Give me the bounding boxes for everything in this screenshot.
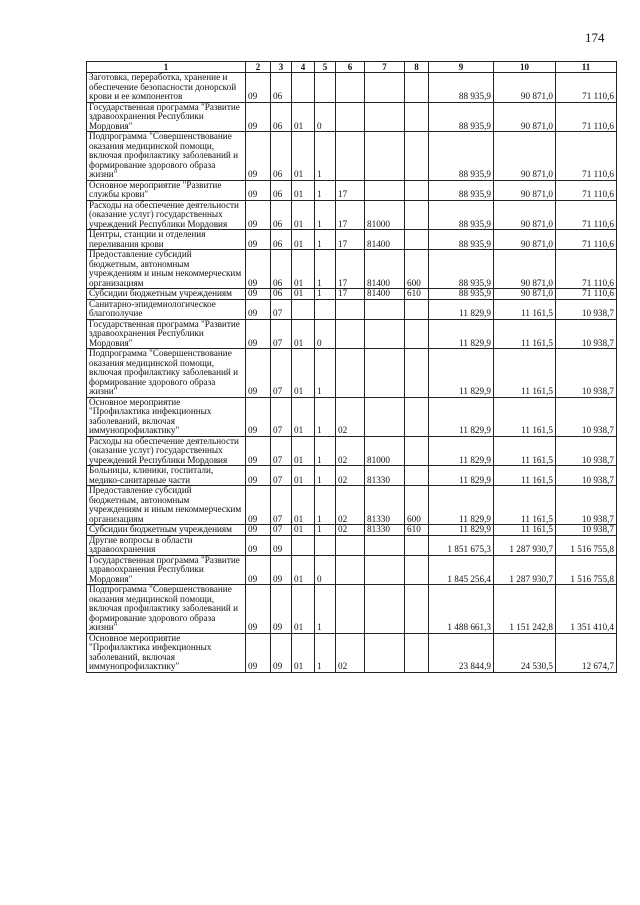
column-header: 6 [336, 62, 365, 73]
row-name-cell: Основное мероприятие "Профилактика инфекционных заболеваний, включая иммунопрофилактику" [87, 633, 246, 672]
table-row [87, 230, 617, 250]
subprogram-code-cell: 1 [315, 200, 336, 230]
subsection-code-cell: 07 [271, 436, 292, 466]
expense-code-cell: 81330 [365, 486, 405, 525]
table-row [87, 466, 617, 486]
expense-type-cell [405, 633, 429, 672]
amount-cell-col9: 11 829,9 [429, 299, 494, 319]
expense-type-cell: 600 [405, 486, 429, 525]
amount-cell-col11: 10 938,7 [556, 319, 617, 349]
program-code-cell: 01 [292, 486, 315, 525]
amount-cell-col9: 88 935,9 [429, 102, 494, 132]
subprogram-code-cell: 1 [315, 486, 336, 525]
table-row [87, 535, 617, 555]
subsection-code-cell: 06 [271, 200, 292, 230]
subsection-code-cell: 06 [271, 289, 292, 300]
row-name-cell: Субсидии бюджетным учреждениям [87, 525, 246, 536]
table-row [87, 299, 617, 319]
section-code-cell: 09 [246, 436, 271, 466]
expense-code-cell: 81400 [365, 250, 405, 289]
amount-cell-col11: 10 938,7 [556, 525, 617, 536]
section-code-cell: 09 [246, 525, 271, 536]
activity-code-cell [336, 319, 365, 349]
table-row [87, 633, 617, 672]
subsection-code-cell: 06 [271, 180, 292, 200]
section-code-cell: 09 [246, 397, 271, 436]
row-name-cell: Подпрограмма "Совершенствование оказания медицинской помощи, включая профилактику заболеваний и формирование здорового образа жизни" [87, 349, 246, 398]
amount-cell-col9: 11 829,9 [429, 486, 494, 525]
table-row [87, 555, 617, 585]
expense-code-cell: 81400 [365, 230, 405, 250]
program-code-cell: 01 [292, 397, 315, 436]
expense-type-cell [405, 349, 429, 398]
amount-cell-col11: 10 938,7 [556, 436, 617, 466]
amount-cell-col9: 23 844,9 [429, 633, 494, 672]
row-name-cell: Расходы на обеспечение деятельности (оказание услуг) государственных учреждений Республики Мордовия [87, 436, 246, 466]
expense-code-cell [365, 397, 405, 436]
expense-type-cell [405, 319, 429, 349]
row-name-cell: Государственная программа "Развитие здравоохранения Республики Мордовия" [87, 319, 246, 349]
activity-code-cell [336, 132, 365, 181]
subsection-code-cell: 07 [271, 299, 292, 319]
activity-code-cell: 02 [336, 397, 365, 436]
amount-cell-col10: 90 871,0 [494, 102, 556, 132]
row-name-cell: Основное мероприятие "Профилактика инфекционных заболеваний, включая иммунопрофилактику" [87, 397, 246, 436]
amount-cell-col11: 71 110,6 [556, 180, 617, 200]
subsection-code-cell: 07 [271, 525, 292, 536]
subprogram-code-cell [315, 73, 336, 103]
expense-code-cell: 81000 [365, 436, 405, 466]
subprogram-code-cell: 1 [315, 585, 336, 634]
table-row [87, 132, 617, 181]
amount-cell-col10: 1 151 242,8 [494, 585, 556, 634]
subprogram-code-cell: 1 [315, 436, 336, 466]
subsection-code-cell: 06 [271, 102, 292, 132]
amount-cell-col10: 90 871,0 [494, 73, 556, 103]
amount-cell-col11: 71 110,6 [556, 250, 617, 289]
subprogram-code-cell: 1 [315, 525, 336, 536]
amount-cell-col9: 1 488 661,3 [429, 585, 494, 634]
program-code-cell: 01 [292, 230, 315, 250]
program-code-cell: 01 [292, 585, 315, 634]
activity-code-cell: 17 [336, 230, 365, 250]
subsection-code-cell: 07 [271, 397, 292, 436]
amount-cell-col11: 71 110,6 [556, 132, 617, 181]
program-code-cell: 01 [292, 250, 315, 289]
amount-cell-col11: 71 110,6 [556, 200, 617, 230]
expense-type-cell [405, 535, 429, 555]
table-row [87, 180, 617, 200]
section-code-cell: 09 [246, 555, 271, 585]
expense-code-cell: 81330 [365, 466, 405, 486]
table-row [87, 102, 617, 132]
amount-cell-col11: 71 110,6 [556, 289, 617, 300]
expense-type-cell [405, 436, 429, 466]
row-name-cell: Основное мероприятие "Развитие службы крови" [87, 180, 246, 200]
amount-cell-col11: 71 110,6 [556, 230, 617, 250]
subprogram-code-cell: 1 [315, 250, 336, 289]
activity-code-cell [336, 535, 365, 555]
amount-cell-col9: 88 935,9 [429, 289, 494, 300]
amount-cell-col10: 90 871,0 [494, 132, 556, 181]
amount-cell-col10: 90 871,0 [494, 180, 556, 200]
table-body [87, 73, 617, 673]
row-name-cell: Больницы, клиники, госпитали, медико-санитарные части [87, 466, 246, 486]
program-code-cell: 01 [292, 349, 315, 398]
activity-code-cell: 17 [336, 250, 365, 289]
amount-cell-col9: 1 845 256,4 [429, 555, 494, 585]
activity-code-cell: 17 [336, 289, 365, 300]
program-code-cell: 01 [292, 132, 315, 181]
subprogram-code-cell: 1 [315, 230, 336, 250]
amount-cell-col10: 11 161,5 [494, 525, 556, 536]
amount-cell-col11: 10 938,7 [556, 349, 617, 398]
expense-code-cell [365, 555, 405, 585]
subprogram-code-cell: 1 [315, 132, 336, 181]
program-code-cell: 01 [292, 289, 315, 300]
amount-cell-col9: 88 935,9 [429, 250, 494, 289]
expense-code-cell [365, 633, 405, 672]
activity-code-cell [336, 585, 365, 634]
section-code-cell: 09 [246, 230, 271, 250]
amount-cell-col10: 90 871,0 [494, 200, 556, 230]
program-code-cell: 01 [292, 525, 315, 536]
amount-cell-col9: 88 935,9 [429, 73, 494, 103]
expense-type-cell [405, 555, 429, 585]
row-name-cell: Подпрограмма "Совершенствование оказания медицинской помощи, включая профилактику заболеваний и формирование здорового образа жизни" [87, 132, 246, 181]
section-code-cell: 09 [246, 633, 271, 672]
expense-code-cell [365, 349, 405, 398]
program-code-cell: 01 [292, 102, 315, 132]
amount-cell-col9: 11 829,9 [429, 436, 494, 466]
subsection-code-cell: 07 [271, 486, 292, 525]
section-code-cell: 09 [246, 200, 271, 230]
amount-cell-col9: 1 851 675,3 [429, 535, 494, 555]
program-code-cell: 01 [292, 633, 315, 672]
subprogram-code-cell: 1 [315, 397, 336, 436]
column-header: 2 [246, 62, 271, 73]
expense-type-cell [405, 180, 429, 200]
table-row [87, 525, 617, 536]
program-code-cell: 01 [292, 466, 315, 486]
table-row [87, 436, 617, 466]
subsection-code-cell: 07 [271, 319, 292, 349]
activity-code-cell: 17 [336, 200, 365, 230]
amount-cell-col10: 11 161,5 [494, 436, 556, 466]
amount-cell-col11: 71 110,6 [556, 73, 617, 103]
subprogram-code-cell [315, 299, 336, 319]
amount-cell-col10: 90 871,0 [494, 230, 556, 250]
row-name-cell: Предоставление субсидий бюджетным, автономным учреждениям и иным некоммерческим организациям [87, 250, 246, 289]
activity-code-cell: 02 [336, 436, 365, 466]
table-row [87, 585, 617, 634]
activity-code-cell [336, 349, 365, 398]
subprogram-code-cell: 0 [315, 102, 336, 132]
program-code-cell [292, 535, 315, 555]
amount-cell-col9: 88 935,9 [429, 230, 494, 250]
section-code-cell: 09 [246, 102, 271, 132]
program-code-cell: 01 [292, 436, 315, 466]
program-code-cell [292, 73, 315, 103]
subprogram-code-cell [315, 535, 336, 555]
expense-code-cell [365, 73, 405, 103]
section-code-cell: 09 [246, 73, 271, 103]
amount-cell-col10: 11 161,5 [494, 397, 556, 436]
table-row [87, 349, 617, 398]
expense-code-cell: 81330 [365, 525, 405, 536]
row-name-cell: Субсидии бюджетным учреждениям [87, 289, 246, 300]
amount-cell-col11: 10 938,7 [556, 466, 617, 486]
expense-code-cell [365, 180, 405, 200]
row-name-cell: Центры, станции и отделения переливания крови [87, 230, 246, 250]
program-code-cell [292, 299, 315, 319]
subsection-code-cell: 09 [271, 555, 292, 585]
subsection-code-cell: 06 [271, 132, 292, 181]
amount-cell-col11: 10 938,7 [556, 299, 617, 319]
expense-type-cell: 610 [405, 289, 429, 300]
subsection-code-cell: 07 [271, 466, 292, 486]
activity-code-cell [336, 299, 365, 319]
expense-type-cell [405, 200, 429, 230]
subprogram-code-cell: 1 [315, 180, 336, 200]
activity-code-cell: 02 [336, 486, 365, 525]
row-name-cell: Расходы на обеспечение деятельности (оказание услуг) государственных учреждений Республики Мордовия [87, 200, 246, 230]
amount-cell-col10: 1 287 930,7 [494, 555, 556, 585]
amount-cell-col11: 1 516 755,8 [556, 535, 617, 555]
expense-type-cell: 610 [405, 525, 429, 536]
expense-code-cell [365, 319, 405, 349]
activity-code-cell: 02 [336, 525, 365, 536]
amount-cell-col9: 11 829,9 [429, 349, 494, 398]
budget-table [86, 61, 617, 673]
activity-code-cell [336, 102, 365, 132]
program-code-cell: 01 [292, 200, 315, 230]
column-header: 10 [494, 62, 556, 73]
column-header: 1 [87, 62, 246, 73]
row-name-cell: Подпрограмма "Совершенствование оказания медицинской помощи, включая профилактику заболеваний и формирование здорового образа жизни" [87, 585, 246, 634]
activity-code-cell [336, 73, 365, 103]
subprogram-code-cell: 0 [315, 555, 336, 585]
subprogram-code-cell: 1 [315, 289, 336, 300]
expense-type-cell [405, 466, 429, 486]
expense-type-cell [405, 397, 429, 436]
amount-cell-col9: 11 829,9 [429, 397, 494, 436]
activity-code-cell: 02 [336, 466, 365, 486]
expense-type-cell [405, 230, 429, 250]
expense-code-cell [365, 299, 405, 319]
table-row [87, 73, 617, 103]
expense-type-cell [405, 585, 429, 634]
amount-cell-col10: 1 287 930,7 [494, 535, 556, 555]
section-code-cell: 09 [246, 535, 271, 555]
expense-type-cell: 600 [405, 250, 429, 289]
amount-cell-col11: 71 110,6 [556, 102, 617, 132]
section-code-cell: 09 [246, 585, 271, 634]
amount-cell-col10: 90 871,0 [494, 289, 556, 300]
section-code-cell: 09 [246, 486, 271, 525]
expense-code-cell [365, 535, 405, 555]
row-name-cell: Государственная программа "Развитие здравоохранения Республики Мордовия" [87, 555, 246, 585]
amount-cell-col11: 1 516 755,8 [556, 555, 617, 585]
subsection-code-cell: 09 [271, 633, 292, 672]
amount-cell-col11: 1 351 410,4 [556, 585, 617, 634]
amount-cell-col10: 11 161,5 [494, 319, 556, 349]
table-row [87, 397, 617, 436]
amount-cell-col9: 88 935,9 [429, 180, 494, 200]
activity-code-cell: 02 [336, 633, 365, 672]
column-header: 7 [365, 62, 405, 73]
table-row [87, 319, 617, 349]
amount-cell-col9: 88 935,9 [429, 200, 494, 230]
column-header: 11 [556, 62, 617, 73]
row-name-cell: Другие вопросы в области здравоохранения [87, 535, 246, 555]
amount-cell-col11: 10 938,7 [556, 486, 617, 525]
section-code-cell: 09 [246, 349, 271, 398]
subsection-code-cell: 06 [271, 250, 292, 289]
amount-cell-col10: 11 161,5 [494, 486, 556, 525]
program-code-cell: 01 [292, 180, 315, 200]
amount-cell-col11: 10 938,7 [556, 397, 617, 436]
amount-cell-col9: 88 935,9 [429, 132, 494, 181]
amount-cell-col11: 12 674,7 [556, 633, 617, 672]
amount-cell-col9: 11 829,9 [429, 525, 494, 536]
expense-type-cell [405, 132, 429, 181]
section-code-cell: 09 [246, 299, 271, 319]
column-header: 8 [405, 62, 429, 73]
program-code-cell: 01 [292, 319, 315, 349]
section-code-cell: 09 [246, 319, 271, 349]
section-code-cell: 09 [246, 250, 271, 289]
program-code-cell: 01 [292, 555, 315, 585]
subsection-code-cell: 09 [271, 585, 292, 634]
expense-code-cell: 81400 [365, 289, 405, 300]
row-name-cell: Заготовка, переработка, хранение и обеспечение безопасности донорской крови и ее компонентов [87, 73, 246, 103]
subsection-code-cell: 09 [271, 535, 292, 555]
section-code-cell: 09 [246, 180, 271, 200]
expense-code-cell: 81000 [365, 200, 405, 230]
expense-code-cell [365, 132, 405, 181]
subsection-code-cell: 07 [271, 349, 292, 398]
table-header-row [87, 62, 617, 73]
amount-cell-col10: 24 530,5 [494, 633, 556, 672]
subprogram-code-cell: 1 [315, 466, 336, 486]
subsection-code-cell: 06 [271, 230, 292, 250]
section-code-cell: 09 [246, 289, 271, 300]
expense-code-cell [365, 585, 405, 634]
table-row [87, 486, 617, 525]
page-number: 174 [585, 30, 605, 45]
table-row [87, 250, 617, 289]
column-header: 5 [315, 62, 336, 73]
subprogram-code-cell: 0 [315, 319, 336, 349]
table-row [87, 289, 617, 300]
subprogram-code-cell: 1 [315, 349, 336, 398]
amount-cell-col10: 90 871,0 [494, 250, 556, 289]
row-name-cell: Санитарно-эпидемиологическое благополучие [87, 299, 246, 319]
amount-cell-col10: 11 161,5 [494, 466, 556, 486]
row-name-cell: Предоставление субсидий бюджетным, автономным учреждениям и иным некоммерческим организациям [87, 486, 246, 525]
subsection-code-cell: 06 [271, 73, 292, 103]
column-header: 9 [429, 62, 494, 73]
amount-cell-col9: 11 829,9 [429, 319, 494, 349]
amount-cell-col10: 11 161,5 [494, 349, 556, 398]
subprogram-code-cell: 1 [315, 633, 336, 672]
activity-code-cell: 17 [336, 180, 365, 200]
amount-cell-col9: 11 829,9 [429, 466, 494, 486]
column-header: 4 [292, 62, 315, 73]
activity-code-cell [336, 555, 365, 585]
section-code-cell: 09 [246, 132, 271, 181]
column-header: 3 [271, 62, 292, 73]
expense-type-cell [405, 102, 429, 132]
amount-cell-col10: 11 161,5 [494, 299, 556, 319]
table-row [87, 200, 617, 230]
expense-type-cell [405, 73, 429, 103]
expense-type-cell [405, 299, 429, 319]
expense-code-cell [365, 102, 405, 132]
section-code-cell: 09 [246, 466, 271, 486]
row-name-cell: Государственная программа "Развитие здравоохранения Республики Мордовия" [87, 102, 246, 132]
